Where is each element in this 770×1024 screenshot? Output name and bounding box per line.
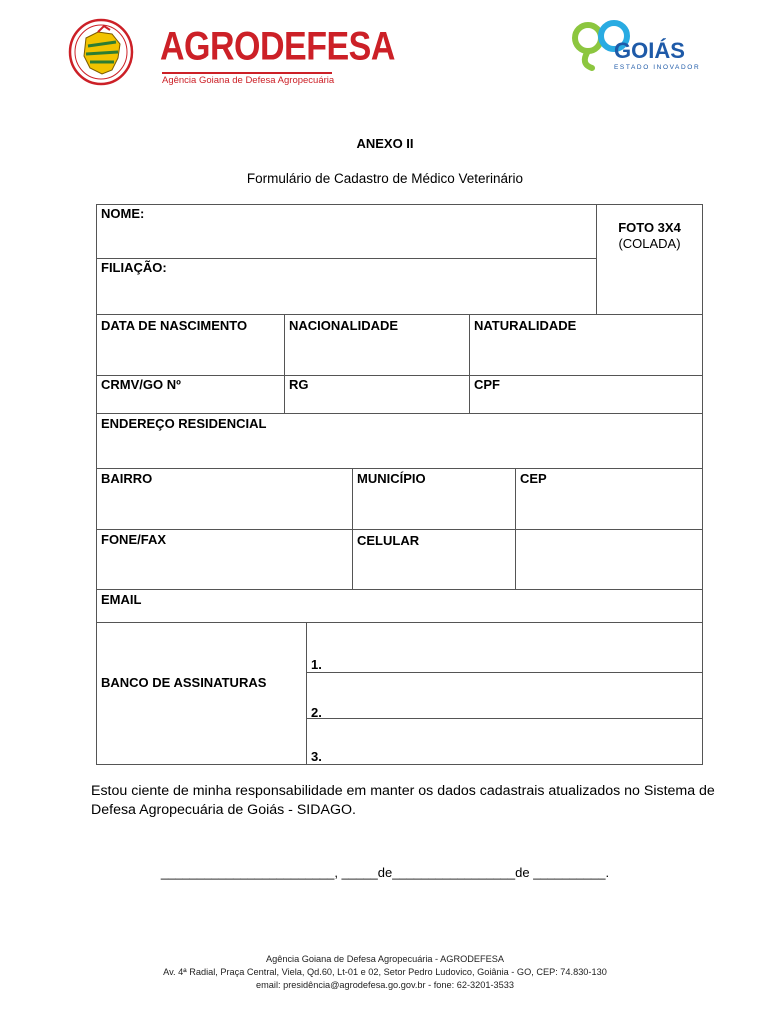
field-label-crmv: CRMV/GO Nº bbox=[101, 377, 181, 392]
row-divider-email bbox=[96, 622, 703, 623]
field-label-data-nascimento: DATA DE NASCIMENTO bbox=[101, 318, 248, 333]
signature-slot-3: 3. bbox=[311, 749, 322, 764]
footer-agency: Agência Goiana de Defesa Agropecuária - AGRODEFESA bbox=[266, 954, 504, 964]
col-divider-cep bbox=[515, 468, 516, 590]
field-label-endereco: ENDEREÇO RESIDENCIAL bbox=[101, 416, 267, 431]
row-divider-bairro bbox=[96, 529, 703, 530]
row-divider-crmv bbox=[96, 413, 703, 414]
signature-divider-1 bbox=[306, 672, 703, 673]
row-divider-endereco bbox=[96, 468, 703, 469]
row-divider-fone bbox=[96, 589, 703, 590]
goias-tagline: ESTADO INOVADOR bbox=[614, 64, 701, 71]
page-footer bbox=[0, 953, 770, 992]
field-label-rg: RG bbox=[289, 377, 309, 392]
agrodefesa-subtitle: Agência Goiana de Defesa Agropecuária bbox=[162, 75, 335, 86]
table-left-border bbox=[96, 204, 97, 765]
field-label-email: EMAIL bbox=[101, 592, 142, 607]
goias-logo bbox=[570, 16, 700, 78]
signature-divider-2 bbox=[306, 718, 703, 719]
col-divider-signatures bbox=[306, 622, 307, 765]
row-divider-nascimento bbox=[96, 375, 703, 376]
row-divider-nome bbox=[96, 258, 597, 259]
form-title: Formulário de Cadastro de Médico Veterinário bbox=[246, 171, 524, 186]
responsibility-statement: Estou ciente de minha responsabilidade em manter os dados cadastrais atualizados no Sistema de Defesa Agropecuária de Goiás - SIDAGO. bbox=[91, 783, 715, 818]
agrodefesa-logo bbox=[68, 18, 395, 88]
field-label-municipio: MUNICÍPIO bbox=[357, 471, 426, 486]
field-label-celular: CELULAR bbox=[357, 533, 420, 548]
field-label-bairro: BAIRRO bbox=[101, 471, 153, 486]
place-date-line: ________________________, _____de_________________de __________. bbox=[160, 865, 610, 880]
footer-address: Av. 4ª Radial, Praça Central, Viela, Qd.60, Lt-01 e 02, Setor Pedro Ludovico, Goiânia - GO, CEP: 74.830-130 bbox=[163, 967, 607, 977]
agrodefesa-underline bbox=[162, 72, 332, 74]
field-label-naturalidade: NATURALIDADE bbox=[474, 318, 577, 333]
field-label-fone: FONE/FAX bbox=[101, 532, 167, 547]
signature-slot-1: 1. bbox=[311, 657, 322, 672]
footer-contact: email: presidência@agrodefesa.go.gov.br - fone: 62-3201-3533 bbox=[256, 980, 514, 990]
field-label-banco-assinaturas: BANCO DE ASSINATURAS bbox=[101, 675, 267, 690]
photo-placeholder-note: (COLADA) bbox=[618, 236, 681, 251]
col-divider-naturalidade bbox=[469, 314, 470, 414]
row-divider-bottom bbox=[96, 764, 703, 765]
table-right-border bbox=[702, 204, 703, 765]
field-label-nacionalidade: NACIONALIDADE bbox=[289, 318, 399, 333]
photo-placeholder-label: FOTO 3X4 bbox=[618, 220, 681, 235]
goias-map-emblem-icon bbox=[68, 18, 134, 86]
field-label-cpf: CPF bbox=[474, 377, 500, 392]
row-divider-filiacao bbox=[96, 314, 703, 315]
agrodefesa-wordmark: AGRODEFESA bbox=[160, 24, 395, 69]
annex-title: ANEXO II bbox=[356, 136, 414, 151]
row-divider-top bbox=[96, 204, 703, 205]
col-divider-municipio bbox=[352, 468, 353, 590]
col-divider-nacionalidade bbox=[284, 314, 285, 414]
field-label-filiacao: FILIAÇÃO: bbox=[101, 260, 167, 275]
signature-slot-2: 2. bbox=[311, 705, 322, 720]
goias-wordmark: GOIÁS bbox=[614, 38, 685, 63]
field-label-nome: NOME: bbox=[101, 206, 145, 221]
field-label-cep: CEP bbox=[520, 471, 547, 486]
